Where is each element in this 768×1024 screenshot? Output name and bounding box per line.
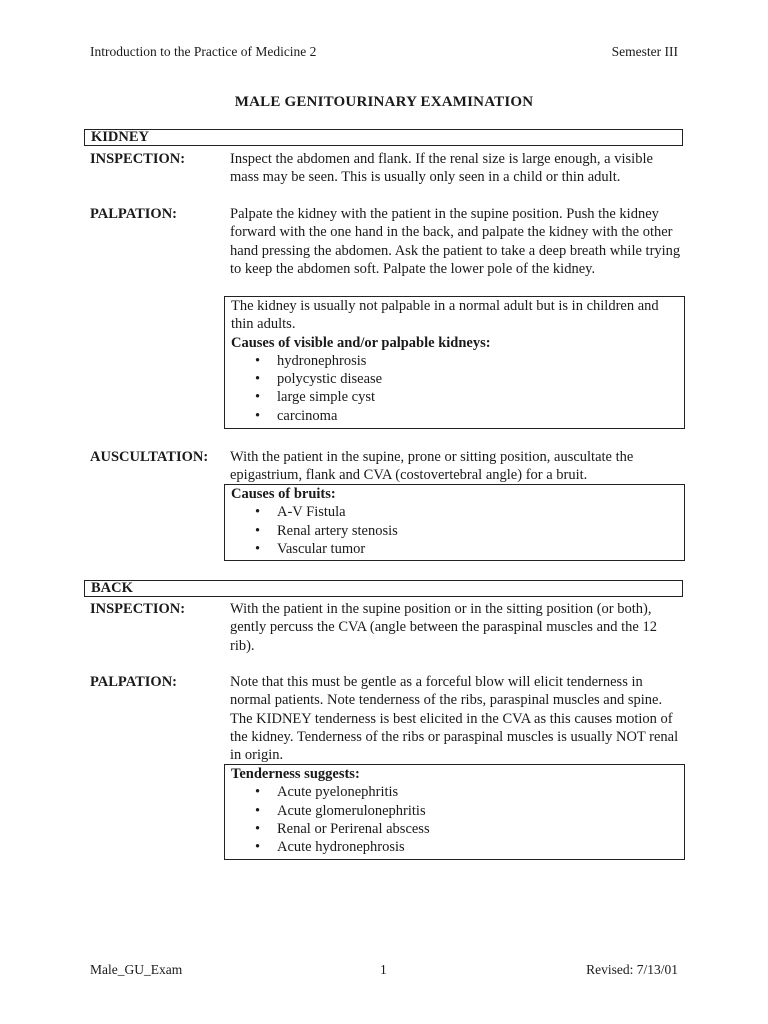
list-item: • Renal artery stenosis — [231, 522, 684, 540]
tenderness-list — [231, 783, 684, 856]
kidney-palpation-notes-box — [224, 296, 685, 429]
list-item: • Acute hydronephrosis — [231, 838, 684, 856]
kidney-palpation-text: Palpate the kidney with the patient in the supine position. Push the kidney forward with the one hand in the back, and palpate the kidney with the other hand pressing the abdomen. Ask the patient to take a deep breath while trying to keep the abdomen soft. Palpate the lower pole of the kidney. — [230, 206, 681, 277]
tenderness-heading: Tenderness suggests: — [231, 766, 360, 782]
back-palpation-text: Note that this must be gentle as a forceful blow will elicit tenderness in normal patients. Note tenderness of the ribs, paraspinal muscles and spine. The KIDNEY tenderness is best elicited in the CVA as this causes motion of the kidney. Tenderness of the ribs or paraspinal muscles is usually NOT renal in origin. — [230, 674, 679, 764]
kidney-palpation-causes-heading: Causes of visible and/or palpable kidneys: — [231, 334, 491, 351]
list-item: • hydronephrosis — [231, 352, 684, 370]
kidney-palpation-causes-list — [231, 352, 684, 425]
kidney-auscultation-label: AUSCULTATION: — [90, 449, 209, 465]
list-item: • polycystic disease — [231, 370, 684, 388]
section-heading-back: BACK — [84, 580, 683, 597]
kidney-palpation-note: The kidney is usually not palpable in a normal adult but is in children and thin adults. — [231, 298, 659, 333]
footer-filename: Male_GU_Exam — [90, 962, 183, 977]
kidney-palpation-label: PALPATION: — [90, 206, 177, 222]
list-item: • Renal or Perirenal abscess — [231, 820, 684, 838]
document-title: MALE GENITOURINARY EXAMINATION — [234, 94, 534, 110]
header-course: Introduction to the Practice of Medicine 2 — [90, 44, 317, 59]
kidney-auscultation-notes-box — [224, 484, 685, 561]
section-heading-kidney: KIDNEY — [84, 129, 683, 146]
kidney-auscultation-text: With the patient in the supine, prone or sitting position, auscultate the epigastrium, flank and CVA (costovertebral angle) for a bruit. — [230, 449, 634, 484]
kidney-inspection-text: Inspect the abdomen and flank. If the renal size is large enough, a visible mass may be seen. This is usually only seen in a child or thin adult. — [230, 151, 653, 186]
list-item: • carcinoma — [231, 407, 684, 425]
list-item: • large simple cyst — [231, 388, 684, 406]
back-inspection-label: INSPECTION: — [90, 601, 186, 617]
back-palpation-label: PALPATION: — [90, 674, 177, 690]
list-item: • Acute pyelonephritis — [231, 783, 684, 801]
page-number: 1 — [380, 962, 387, 977]
footer-revised-date: Revised: 7/13/01 — [586, 962, 678, 977]
list-item: • Acute glomerulonephritis — [231, 802, 684, 820]
bruit-causes-list — [231, 503, 684, 558]
page-footer — [90, 962, 678, 978]
bruit-causes-heading: Causes of bruits: — [231, 486, 336, 502]
page-header — [90, 44, 678, 60]
list-item: • A-V Fistula — [231, 503, 684, 521]
back-inspection-text: With the patient in the supine position or in the sitting position (or both), gently percuss the CVA (angle between the paraspinal muscles and the 12 rib). — [230, 601, 657, 654]
header-semester: Semester III — [611, 44, 678, 59]
back-palpation-notes-box — [224, 764, 685, 860]
kidney-inspection-label: INSPECTION: — [90, 151, 186, 167]
list-item: • Vascular tumor — [231, 540, 684, 558]
